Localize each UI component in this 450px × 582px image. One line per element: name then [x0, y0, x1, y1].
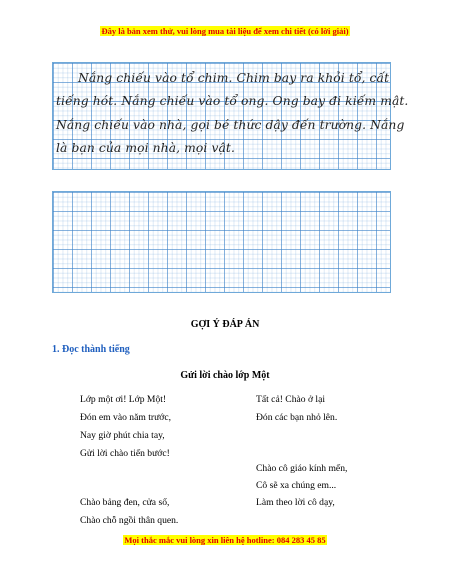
handwriting-line: tiếng hót. Nắng chiếu vào tổ ong. Ong bay đi kiếm mật. [56, 94, 409, 108]
poem-line: Chào cô giáo kính mến, [256, 463, 348, 474]
section-heading: 1. Đọc thành tiếng [52, 344, 130, 355]
preview-notice-banner [0, 26, 450, 36]
hotline-banner [0, 535, 450, 545]
poem-line: Chào chỗ ngồi thân quen. [80, 515, 179, 526]
poem-line: Đón em vào năm trước, [80, 412, 171, 423]
poem-line: Tất cả! Chào ở lại [256, 394, 326, 405]
poem-line: Nay giờ phút chia tay, [80, 430, 165, 441]
handwriting-line: Nắng chiếu vào nhà, gọi bé thức dậy đến trường. Nắng [56, 118, 405, 132]
handwriting-line: Nắng chiếu vào tổ chim. Chim bay ra khỏi tổ, cất [78, 71, 390, 85]
poem-line: Gửi lời chào tiến bước! [80, 448, 170, 459]
poem-title: Gửi lời chào lớp Một [180, 370, 270, 381]
poem-line: Chào bảng đen, cửa sổ, [80, 497, 170, 508]
blank-practice-grid [52, 191, 391, 293]
preview-notice-text: Đây là bản xem thử, vui lòng mua tài liệu để xem chi tiết (có lời giải) [101, 26, 349, 36]
poem-line: Đón các bạn nhỏ lên. [256, 412, 338, 423]
answer-heading: GỢI Ý ĐÁP ÁN [190, 319, 260, 330]
poem-line: Cô sẽ xa chúng em... [256, 480, 337, 491]
handwriting-line: là bạn của mọi nhà, mọi vật. [56, 141, 235, 155]
hotline-text: Mọi thắc mắc vui lòng xin liên hệ hotline: 084 283 45 85 [124, 535, 326, 545]
poem-line: Làm theo lời cô dạy, [256, 497, 335, 508]
poem-line: Lớp một ơi! Lớp Một! [80, 394, 167, 405]
